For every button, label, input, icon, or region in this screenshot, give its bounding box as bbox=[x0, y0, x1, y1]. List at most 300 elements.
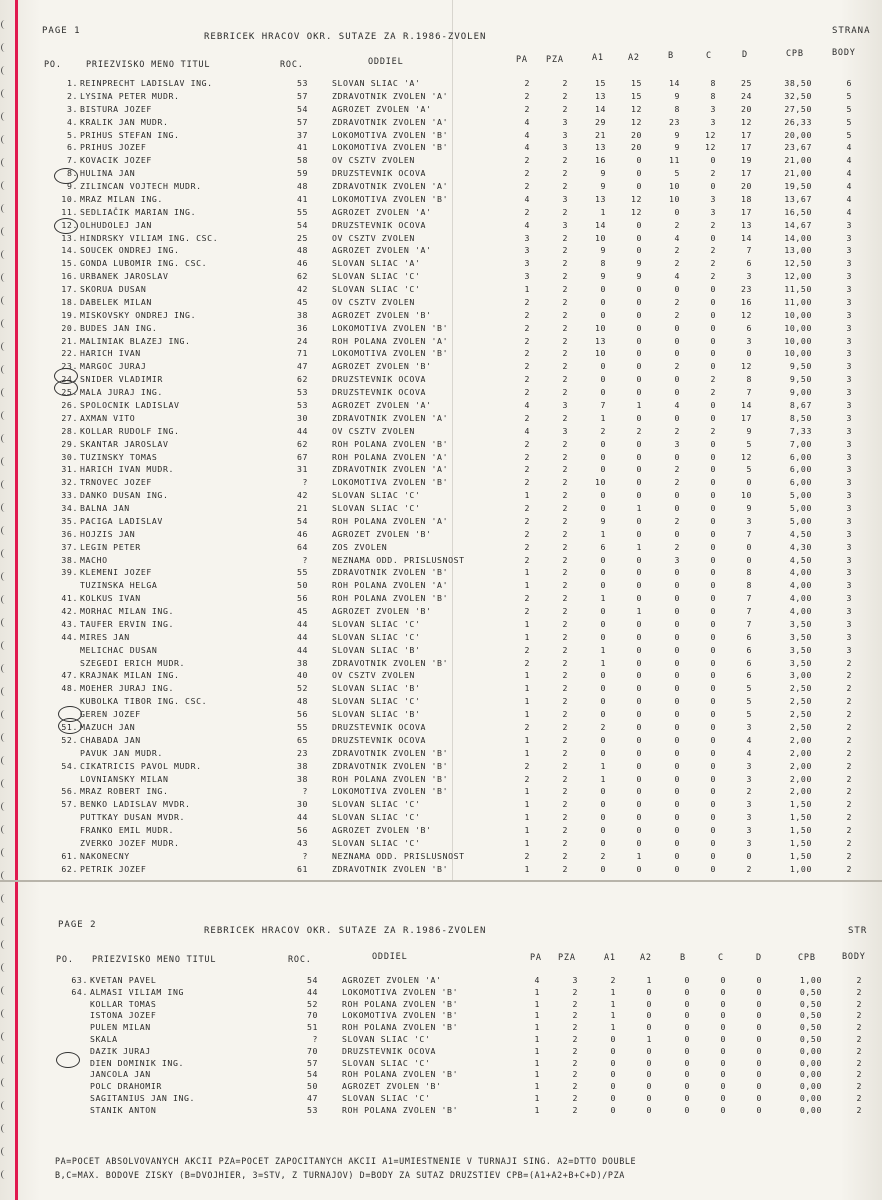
max-c-cell: 0 bbox=[720, 1045, 726, 1056]
header-roc: ROC. bbox=[288, 955, 312, 965]
player-name-cell: PACIGA LADISLAV bbox=[80, 515, 163, 526]
cpb-score-cell: 7,00 bbox=[789, 438, 812, 449]
singles-place-cell: 1 bbox=[600, 644, 606, 655]
events-counted-cell: 2 bbox=[562, 799, 568, 810]
singles-place-cell: 0 bbox=[600, 567, 606, 578]
max-b-cell: 11 bbox=[668, 155, 680, 166]
club-cell: LOKOMOTIVA ZVOLEN 'B' bbox=[332, 142, 449, 153]
max-c-cell: 0 bbox=[710, 722, 716, 732]
player-name-cell: REINPRECHT LADISLAV ING. bbox=[80, 78, 213, 88]
header-d: D bbox=[742, 50, 748, 60]
birth-year-cell: 54 bbox=[306, 1069, 318, 1080]
cpb-score-cell: 0,00 bbox=[799, 1081, 822, 1092]
max-b-cell: 0 bbox=[684, 1069, 690, 1080]
doubles-place-cell: 12 bbox=[630, 103, 642, 114]
player-name-cell: KVETAN PAVEL bbox=[90, 975, 157, 985]
table-row bbox=[0, 348, 882, 360]
max-c-cell: 2 bbox=[710, 374, 716, 385]
max-b-cell: 0 bbox=[674, 412, 680, 423]
team-points-cell: 6 bbox=[746, 322, 752, 333]
doubles-place-cell: 0 bbox=[636, 451, 642, 462]
player-name-cell: BALNA JAN bbox=[80, 503, 130, 514]
team-points-cell: 0 bbox=[756, 1034, 762, 1044]
player-name-cell: MIRES JAN bbox=[80, 631, 130, 642]
doubles-place-cell: 0 bbox=[636, 181, 642, 192]
header-body: BODY bbox=[842, 952, 866, 962]
points-cell: 2 bbox=[856, 998, 862, 1009]
cpb-score-cell: 6,00 bbox=[789, 451, 812, 462]
max-b-cell: 0 bbox=[674, 335, 680, 346]
events-counted-cell: 3 bbox=[562, 219, 568, 230]
birth-year-cell: 70 bbox=[306, 1010, 318, 1021]
team-points-cell: 8 bbox=[746, 567, 752, 578]
team-points-cell: 0 bbox=[746, 348, 752, 359]
max-b-cell: 0 bbox=[684, 998, 690, 1009]
perforation-hole bbox=[1, 917, 8, 926]
singles-place-cell: 0 bbox=[610, 1069, 616, 1080]
singles-place-cell: 0 bbox=[600, 387, 606, 398]
max-b-cell: 4 bbox=[674, 232, 680, 243]
events-played-cell: 2 bbox=[524, 412, 530, 423]
events-played-cell: 2 bbox=[524, 78, 530, 88]
team-points-cell: 6 bbox=[746, 631, 752, 642]
cpb-score-cell: 3,50 bbox=[789, 618, 812, 629]
singles-place-cell: 15 bbox=[594, 78, 606, 88]
max-b-cell: 0 bbox=[684, 1093, 690, 1103]
max-b-cell: 4 bbox=[674, 271, 680, 282]
table-row bbox=[0, 117, 882, 129]
player-name-cell: LEGIN PETER bbox=[80, 541, 141, 552]
singles-place-cell: 2 bbox=[610, 975, 616, 985]
max-c-cell: 0 bbox=[720, 1034, 726, 1044]
doubles-place-cell: 20 bbox=[630, 142, 642, 153]
table-row bbox=[10, 1046, 882, 1058]
cpb-score-cell: 27,50 bbox=[784, 103, 812, 114]
player-name-cell: SEDLIAČIK MARIAN ING. bbox=[80, 206, 197, 217]
rank-cell: 10. bbox=[61, 193, 78, 204]
birth-year-cell: 51 bbox=[306, 1022, 318, 1033]
birth-year-cell: 36 bbox=[296, 322, 308, 333]
page2-title: REBRICEK HRACOV OKR. SUTAZE ZA R.1986-ZVOLEN bbox=[204, 926, 487, 936]
birth-year-cell: 71 bbox=[296, 348, 308, 359]
events-counted-cell: 3 bbox=[562, 400, 568, 410]
max-b-cell: 0 bbox=[674, 490, 680, 501]
doubles-place-cell: 0 bbox=[636, 155, 642, 166]
club-cell: ROH POLANA ZVOLEN 'B' bbox=[342, 1069, 459, 1080]
events-played-cell: 2 bbox=[524, 606, 530, 617]
rank-cell: 24. bbox=[61, 374, 78, 385]
page2-label: PAGE 2 bbox=[58, 920, 97, 930]
events-counted-cell: 2 bbox=[562, 387, 568, 398]
max-c-cell: 0 bbox=[710, 515, 716, 526]
max-c-cell: 2 bbox=[710, 258, 716, 269]
header-pza: PZA bbox=[546, 55, 564, 65]
birth-year-cell: 57 bbox=[306, 1057, 318, 1068]
max-c-cell: 0 bbox=[720, 1081, 726, 1092]
table-row bbox=[0, 529, 882, 541]
max-c-cell: 0 bbox=[710, 580, 716, 591]
team-points-cell: 4 bbox=[746, 747, 752, 758]
team-points-cell: 0 bbox=[746, 554, 752, 565]
player-name-cell: SKORUA DUSAN bbox=[80, 284, 147, 295]
points-cell: 3 bbox=[846, 438, 852, 449]
points-cell: 5 bbox=[846, 129, 852, 140]
birth-year-cell: ? bbox=[312, 1034, 318, 1044]
points-cell: 4 bbox=[846, 168, 852, 179]
player-name-cell: KOLLAR TOMAS bbox=[90, 998, 157, 1009]
rank-cell: 4. bbox=[66, 116, 78, 127]
points-cell: 4 bbox=[846, 181, 852, 192]
table-row bbox=[0, 799, 882, 811]
singles-place-cell: 9 bbox=[600, 168, 606, 179]
events-played-cell: 1 bbox=[524, 786, 530, 797]
singles-place-cell: 2 bbox=[600, 722, 606, 732]
singles-place-cell: 10 bbox=[594, 477, 606, 488]
events-counted-cell: 2 bbox=[562, 322, 568, 333]
events-played-cell: 2 bbox=[524, 155, 530, 166]
max-c-cell: 0 bbox=[710, 284, 716, 295]
player-name-cell: BUDES JAN ING. bbox=[80, 322, 158, 333]
max-b-cell: 0 bbox=[674, 850, 680, 861]
header-pza: PZA bbox=[558, 953, 576, 963]
rank-cell: 31. bbox=[61, 464, 78, 475]
rank-cell: 7. bbox=[66, 155, 78, 166]
events-counted-cell: 2 bbox=[562, 696, 568, 707]
max-c-cell: 0 bbox=[710, 670, 716, 681]
max-b-cell: 9 bbox=[674, 142, 680, 153]
cpb-score-cell: 10,00 bbox=[784, 335, 812, 346]
team-points-cell: 0 bbox=[756, 1057, 762, 1068]
doubles-place-cell: 0 bbox=[636, 412, 642, 423]
points-cell: 2 bbox=[846, 837, 852, 848]
max-c-cell: 12 bbox=[704, 142, 716, 153]
table-row bbox=[0, 426, 882, 438]
singles-place-cell: 13 bbox=[594, 90, 606, 101]
birth-year-cell: 53 bbox=[306, 1104, 318, 1115]
team-points-cell: 6 bbox=[746, 258, 752, 269]
events-counted-cell: 2 bbox=[562, 812, 568, 823]
events-counted-cell: 2 bbox=[572, 998, 578, 1009]
events-played-cell: 4 bbox=[524, 219, 530, 230]
birth-year-cell: 48 bbox=[296, 245, 308, 256]
points-cell: 3 bbox=[846, 271, 852, 282]
club-cell: ROH POLANA ZVOLEN 'A' bbox=[332, 580, 449, 591]
points-cell: 3 bbox=[846, 515, 852, 526]
table-row bbox=[0, 593, 882, 605]
max-b-cell: 23 bbox=[668, 116, 680, 127]
club-cell: ROH POLANA ZVOLEN 'B' bbox=[332, 438, 449, 449]
singles-place-cell: 9 bbox=[600, 181, 606, 192]
doubles-place-cell: 1 bbox=[646, 975, 652, 985]
perforation-hole bbox=[1, 1101, 8, 1110]
team-points-cell: 2 bbox=[746, 786, 752, 797]
cpb-score-cell: 6,00 bbox=[789, 477, 812, 488]
table-row bbox=[0, 683, 882, 695]
player-name-cell: KOVACIK JOZEF bbox=[80, 155, 152, 166]
points-cell: 3 bbox=[846, 567, 852, 578]
events-played-cell: 1 bbox=[534, 1034, 540, 1044]
club-cell: SLOVAN SLIAC 'C' bbox=[342, 1093, 431, 1103]
birth-year-cell: 44 bbox=[296, 618, 308, 629]
header-pa: PA bbox=[516, 55, 528, 65]
events-played-cell: 2 bbox=[524, 477, 530, 488]
rank-cell: 47. bbox=[61, 670, 78, 681]
header-pa: PA bbox=[530, 953, 542, 963]
max-c-cell: 0 bbox=[720, 1022, 726, 1033]
doubles-place-cell: 0 bbox=[636, 670, 642, 681]
team-points-cell: 10 bbox=[740, 490, 752, 501]
cpb-score-cell: 0,50 bbox=[799, 1034, 822, 1044]
team-points-cell: 3 bbox=[746, 812, 752, 823]
team-points-cell: 0 bbox=[746, 850, 752, 861]
doubles-place-cell: 1 bbox=[636, 606, 642, 617]
singles-place-cell: 0 bbox=[600, 696, 606, 707]
table-row bbox=[10, 1058, 882, 1070]
events-played-cell: 2 bbox=[524, 361, 530, 372]
max-b-cell: 0 bbox=[674, 567, 680, 578]
club-cell: ROH POLANA ZVOLEN 'B' bbox=[342, 998, 459, 1009]
doubles-place-cell: 0 bbox=[636, 825, 642, 836]
birth-year-cell: 54 bbox=[296, 515, 308, 526]
doubles-place-cell: 0 bbox=[636, 799, 642, 810]
rank-cell: 21. bbox=[61, 335, 78, 346]
cpb-score-cell: 20,00 bbox=[784, 129, 812, 140]
table-row bbox=[0, 142, 882, 154]
points-cell: 6 bbox=[846, 78, 852, 88]
events-played-cell: 2 bbox=[524, 103, 530, 114]
player-name-cell: CIKATRICIS PAVOL MUDR. bbox=[80, 760, 202, 771]
table-row bbox=[10, 1081, 882, 1093]
events-counted-cell: 2 bbox=[562, 232, 568, 243]
max-c-cell: 8 bbox=[710, 90, 716, 101]
singles-place-cell: 21 bbox=[594, 129, 606, 140]
rank-cell: 26. bbox=[61, 400, 78, 410]
points-cell: 3 bbox=[846, 296, 852, 307]
club-cell: SLOVAN SLIAC 'B' bbox=[332, 644, 421, 655]
player-name-cell: BISTURA JOZEF bbox=[80, 103, 152, 114]
points-cell: 2 bbox=[846, 786, 852, 797]
max-c-cell: 0 bbox=[710, 232, 716, 243]
cpb-score-cell: 12,00 bbox=[784, 271, 812, 282]
doubles-place-cell: 1 bbox=[646, 1034, 652, 1044]
club-cell: AGROZET ZVOLEN 'B' bbox=[332, 309, 432, 320]
max-c-cell: 0 bbox=[710, 322, 716, 333]
doubles-place-cell: 12 bbox=[630, 193, 642, 204]
table-row bbox=[0, 91, 882, 103]
player-name-cell: PETRIK JOZEF bbox=[80, 863, 147, 874]
cpb-score-cell: 4,00 bbox=[789, 606, 812, 617]
team-points-cell: 12 bbox=[740, 361, 752, 372]
birth-year-cell: 55 bbox=[296, 567, 308, 578]
club-cell: OV CSZTV ZVOLEN bbox=[332, 670, 415, 681]
club-cell: LOKOMOTIVA ZVOLEN 'B' bbox=[342, 986, 459, 997]
header-cpb: CPB bbox=[786, 49, 804, 59]
events-played-cell: 1 bbox=[524, 490, 530, 501]
max-b-cell: 0 bbox=[674, 837, 680, 848]
events-counted-cell: 2 bbox=[562, 245, 568, 256]
birth-year-cell: 57 bbox=[296, 90, 308, 101]
max-b-cell: 2 bbox=[674, 245, 680, 256]
header-a2: A2 bbox=[628, 53, 640, 63]
rank-cell: 37. bbox=[61, 541, 78, 552]
team-points-cell: 14 bbox=[740, 232, 752, 243]
birth-year-cell: 48 bbox=[296, 696, 308, 707]
events-played-cell: 3 bbox=[524, 245, 530, 256]
cpb-score-cell: 4,50 bbox=[789, 554, 812, 565]
max-c-cell: 0 bbox=[710, 850, 716, 861]
birth-year-cell: 70 bbox=[306, 1045, 318, 1056]
cpb-score-cell: 2,50 bbox=[789, 683, 812, 694]
events-counted-cell: 3 bbox=[562, 129, 568, 140]
table-row bbox=[0, 374, 882, 386]
handwritten-circle bbox=[54, 380, 78, 396]
player-name-cell: JANCOLA JAN bbox=[90, 1069, 151, 1080]
max-b-cell: 0 bbox=[674, 374, 680, 385]
team-points-cell: 3 bbox=[746, 825, 752, 836]
cpb-score-cell: 1,00 bbox=[789, 863, 812, 874]
birth-year-cell: 42 bbox=[296, 490, 308, 501]
max-c-cell: 0 bbox=[710, 155, 716, 166]
page1-right-label: STRANA bbox=[832, 26, 871, 36]
doubles-place-cell: 0 bbox=[646, 1093, 652, 1103]
club-cell: LOKOMOTIVA ZVOLEN 'B' bbox=[332, 322, 449, 333]
club-cell: ZDRAVOTNIK ZVOLEN 'A' bbox=[332, 90, 449, 101]
cpb-score-cell: 7,33 bbox=[789, 425, 812, 436]
events-played-cell: 4 bbox=[534, 975, 540, 985]
singles-place-cell: 0 bbox=[610, 1104, 616, 1115]
player-name-cell: FRANKO EMIL MUDR. bbox=[80, 825, 174, 836]
events-counted-cell: 2 bbox=[562, 309, 568, 320]
birth-year-cell: 53 bbox=[296, 78, 308, 88]
events-played-cell: 2 bbox=[524, 644, 530, 655]
points-cell: 2 bbox=[846, 812, 852, 823]
max-b-cell: 10 bbox=[668, 193, 680, 204]
points-cell: 3 bbox=[846, 361, 852, 372]
points-cell: 2 bbox=[846, 670, 852, 681]
player-name-cell: MORHAC MILAN ING. bbox=[80, 606, 174, 617]
doubles-place-cell: 1 bbox=[636, 400, 642, 410]
player-name-cell: MOEHER JURAJ ING. bbox=[80, 683, 174, 694]
events-counted-cell: 2 bbox=[562, 78, 568, 88]
rank-cell: 54. bbox=[61, 760, 78, 771]
events-played-cell: 1 bbox=[534, 1093, 540, 1103]
max-b-cell: 0 bbox=[674, 696, 680, 707]
rank-cell: 5. bbox=[66, 129, 78, 140]
cpb-score-cell: 5,00 bbox=[789, 515, 812, 526]
club-cell: SLOVAN SLIAC 'C' bbox=[342, 1057, 431, 1068]
events-counted-cell: 2 bbox=[562, 863, 568, 874]
events-played-cell: 1 bbox=[524, 863, 530, 874]
club-cell: SLOVAN SLIAC 'B' bbox=[332, 709, 421, 720]
player-name-cell: URBANEK JAROSLAV bbox=[80, 271, 169, 282]
birth-year-cell: 50 bbox=[306, 1081, 318, 1092]
max-b-cell: 0 bbox=[674, 528, 680, 539]
team-points-cell: 0 bbox=[756, 998, 762, 1009]
events-counted-cell: 3 bbox=[562, 142, 568, 153]
player-name-cell: SPOLOCNIK LADISLAV bbox=[80, 400, 180, 410]
events-counted-cell: 2 bbox=[572, 1010, 578, 1021]
max-b-cell: 0 bbox=[674, 722, 680, 732]
player-name-cell: NAKONECNY bbox=[80, 850, 130, 861]
cpb-score-cell: 21,00 bbox=[784, 155, 812, 166]
birth-year-cell: 45 bbox=[296, 296, 308, 307]
max-c-cell: 2 bbox=[710, 271, 716, 282]
page1-label: PAGE 1 bbox=[42, 26, 81, 36]
singles-place-cell: 0 bbox=[600, 451, 606, 462]
club-cell: LOKOMOTIVA ZVOLEN 'B' bbox=[342, 1010, 459, 1021]
cpb-score-cell: 0,00 bbox=[799, 1093, 822, 1103]
singles-place-cell: 0 bbox=[600, 438, 606, 449]
doubles-place-cell: 0 bbox=[636, 554, 642, 565]
points-cell: 2 bbox=[856, 1093, 862, 1103]
max-c-cell: 0 bbox=[720, 998, 726, 1009]
birth-year-cell: 57 bbox=[296, 116, 308, 127]
events-counted-cell: 2 bbox=[562, 284, 568, 295]
player-name-cell: MALA JURAJ ING. bbox=[80, 387, 163, 398]
perforation-hole bbox=[1, 1078, 8, 1087]
cpb-score-cell: 2,00 bbox=[789, 747, 812, 758]
cpb-score-cell: 4,00 bbox=[789, 567, 812, 578]
header-a2: A2 bbox=[640, 953, 652, 963]
max-c-cell: 0 bbox=[720, 1057, 726, 1068]
doubles-place-cell: 0 bbox=[636, 322, 642, 333]
doubles-place-cell: 0 bbox=[636, 734, 642, 745]
doubles-place-cell: 0 bbox=[636, 245, 642, 256]
team-points-cell: 6 bbox=[746, 644, 752, 655]
cpb-score-cell: 10,00 bbox=[784, 322, 812, 333]
cpb-score-cell: 1,50 bbox=[789, 825, 812, 836]
singles-place-cell: 0 bbox=[600, 734, 606, 745]
rank-cell: 41. bbox=[61, 593, 78, 604]
team-points-cell: 17 bbox=[740, 168, 752, 179]
club-cell: SLOVAN SLIAC 'C' bbox=[332, 696, 421, 707]
club-cell: LOKOMOTIVA ZVOLEN 'B' bbox=[332, 786, 449, 797]
singles-place-cell: 10 bbox=[594, 322, 606, 333]
max-b-cell: 0 bbox=[684, 1010, 690, 1021]
table-row bbox=[0, 336, 882, 348]
events-counted-cell: 2 bbox=[562, 374, 568, 385]
max-c-cell: 0 bbox=[710, 863, 716, 874]
events-counted-cell: 2 bbox=[562, 103, 568, 114]
events-played-cell: 2 bbox=[524, 90, 530, 101]
max-c-cell: 0 bbox=[710, 490, 716, 501]
player-name-cell: PRIHUS STEFAN ING. bbox=[80, 129, 180, 140]
max-c-cell: 2 bbox=[710, 387, 716, 398]
club-cell: ROH POLANA ZVOLEN 'B' bbox=[332, 593, 449, 604]
events-counted-cell: 2 bbox=[562, 528, 568, 539]
header-b: B bbox=[680, 953, 686, 963]
doubles-place-cell: 0 bbox=[636, 284, 642, 295]
team-points-cell: 7 bbox=[746, 618, 752, 629]
club-cell: ROH POLANA ZVOLEN 'A' bbox=[332, 335, 449, 346]
doubles-place-cell: 0 bbox=[646, 986, 652, 997]
player-name-cell: KRALIK JAN MUDR. bbox=[80, 116, 169, 127]
max-b-cell: 0 bbox=[674, 709, 680, 720]
max-c-cell: 0 bbox=[710, 631, 716, 642]
rank-cell: 1. bbox=[66, 78, 78, 88]
birth-year-cell: 38 bbox=[296, 760, 308, 771]
birth-year-cell: 37 bbox=[296, 129, 308, 140]
club-cell: SLOVAN SLIAC 'C' bbox=[332, 618, 421, 629]
cpb-score-cell: 4,00 bbox=[789, 593, 812, 604]
club-cell: AGROZET ZVOLEN 'A' bbox=[332, 206, 432, 217]
doubles-place-cell: 0 bbox=[636, 438, 642, 449]
max-b-cell: 2 bbox=[674, 219, 680, 230]
points-cell: 3 bbox=[846, 593, 852, 604]
rank-cell: 19. bbox=[61, 309, 78, 320]
rank-cell: 15. bbox=[61, 258, 78, 269]
cpb-score-cell: 9,50 bbox=[789, 361, 812, 372]
